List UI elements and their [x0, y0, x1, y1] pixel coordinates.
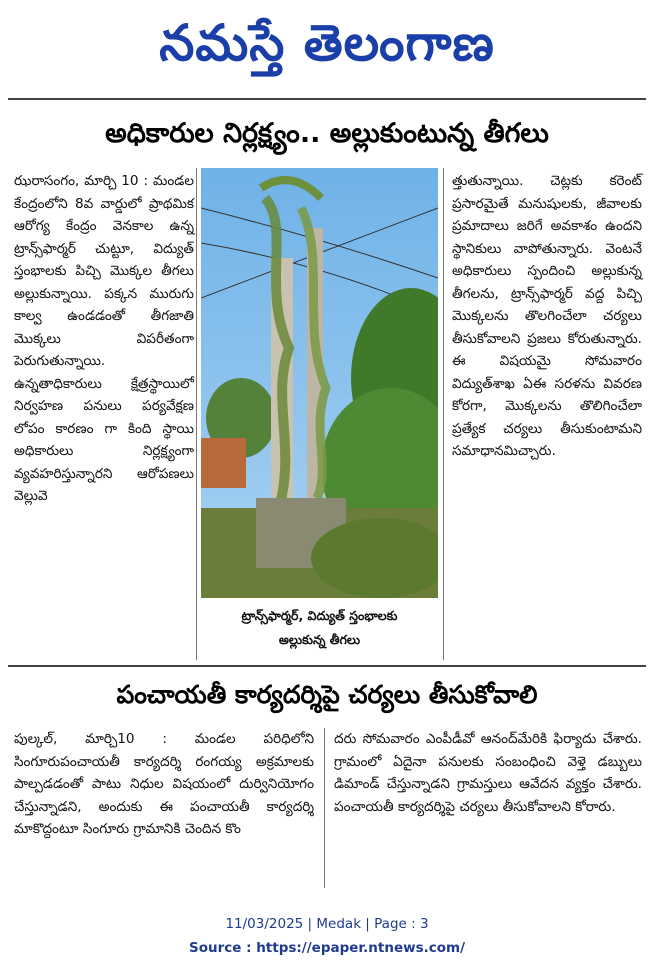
middle-rule	[8, 665, 646, 667]
article1-column-right: త్తుతున్నాయి. చెట్లకు కరెంట్ ప్రసారమైతే మనుషులకు, జీవాలకు ప్రమాదాలు జరిగే అవకాశం ఉందని స్థానికులు వాపోతున్నారు. వెంటనే అధికారులు స్పందించి అల్లుకున్న తీగలను, ట్రాన్స్‌ఫార్మర్ వద్ద పిచ్చి మొక్కలను తొలగించేలా చర్యలు తీసుకోవాలని ప్రజలు కోరుతున్నారు. ఈ విషయమై సోమవారం విద్యుత్‌శాఖ ఏఈ సరళను వివరణ కోరగా, మొక్కలను తొలిగించేలా ప్రత్యేక చర్యలు తీసుకుంటామని సమాధానమిచ్చారు.	[452, 173, 642, 459]
article2-headline: పంచాయతీ కార్యదర్శిపై చర్యలు తీసుకోవాలి	[116, 680, 538, 709]
column-divider	[443, 168, 444, 660]
photo-caption	[201, 604, 438, 652]
article1-headline: అధికారుల నిర్లక్ష్యం.. అల్లుకుంటున్న తీగలు	[105, 118, 549, 149]
column-divider	[324, 728, 325, 888]
article2-column-left: పుల్కల్, మార్చి10 : మండల పరిధిలోని సింగూరుపంచాయతీ కార్యదర్శి రంగయ్య అక్రమాలకు పాల్పడడంతో పాటు నిధుల విషయంలో దుర్వినియోగం చేస్తున్నాడని, అందుకు ఈ పంచాయతీ కార్యదర్శి మాకొద్దంటూ సింగూరు గ్రామానికి చెందిన కొం	[14, 731, 314, 837]
article1-column-left: ఝరాసంగం, మార్చి 10 : మండల కేంద్రంలోని 8వ వార్డులో ప్రాథమిక ఆరోగ్య కేంద్రం వెనకాల ఉన్న ట్రాన్స్‌ఫార్మర్ చుట్టూ, విద్యుత్ స్తంభాలకు పిచ్చి మొక్కల తీగలు అల్లుకున్నాయి. పక్కన మురుగు కాల్వ ఉండడంతో తీగజాతి మొక్కలు విపరీతంగా పెరుగుతున్నాయి. ఉన్నతాధికారులు క్షేత్రస్థాయిలో నిర్వహణ పనులు పర్యవేక్షణ లోపం కారణం గా కింది స్థాయి అధికారులు నిర్లక్ష్యంగా వ్యవహరిస్తున్నారని ఆరోపణలు వెల్లువె	[14, 173, 194, 504]
source-link[interactable]: Source : https://epaper.ntnews.com/	[188, 940, 466, 956]
caption-line-2: అల్లుకున్న తీగలు	[278, 632, 361, 647]
article2-column-right: దరు సోమవారం ఎంపీడీవో ఆనంద్‌మేరికి ఫిర్యాదు చేశారు. గ్రామంలో ఏదైనా పనులకు సంబంధించి వెళ్తె డబ్బులు డిమాండ్ చేస్తున్నాడని గ్రామస్తులు ఆవేదన వ్యక్తం చేశారు. పంచాయతీ కార్యదర్శిపై చర్యలు తీసుకోవాలని కోరారు.	[334, 731, 642, 815]
top-rule	[8, 98, 646, 100]
column-divider	[196, 168, 197, 660]
caption-line-1: ట్రాన్స్‌ఫార్మర్, విద్యుత్ స్తంభాలకు	[241, 608, 398, 623]
newspaper-logo: నమస్తే తెలంగాణ	[159, 14, 495, 72]
transformer-vines-image	[201, 168, 438, 598]
article1-photo	[201, 168, 438, 598]
edition-info: 11/03/2025 | Medak | Page : 3	[225, 916, 429, 932]
masthead	[0, 0, 654, 95]
